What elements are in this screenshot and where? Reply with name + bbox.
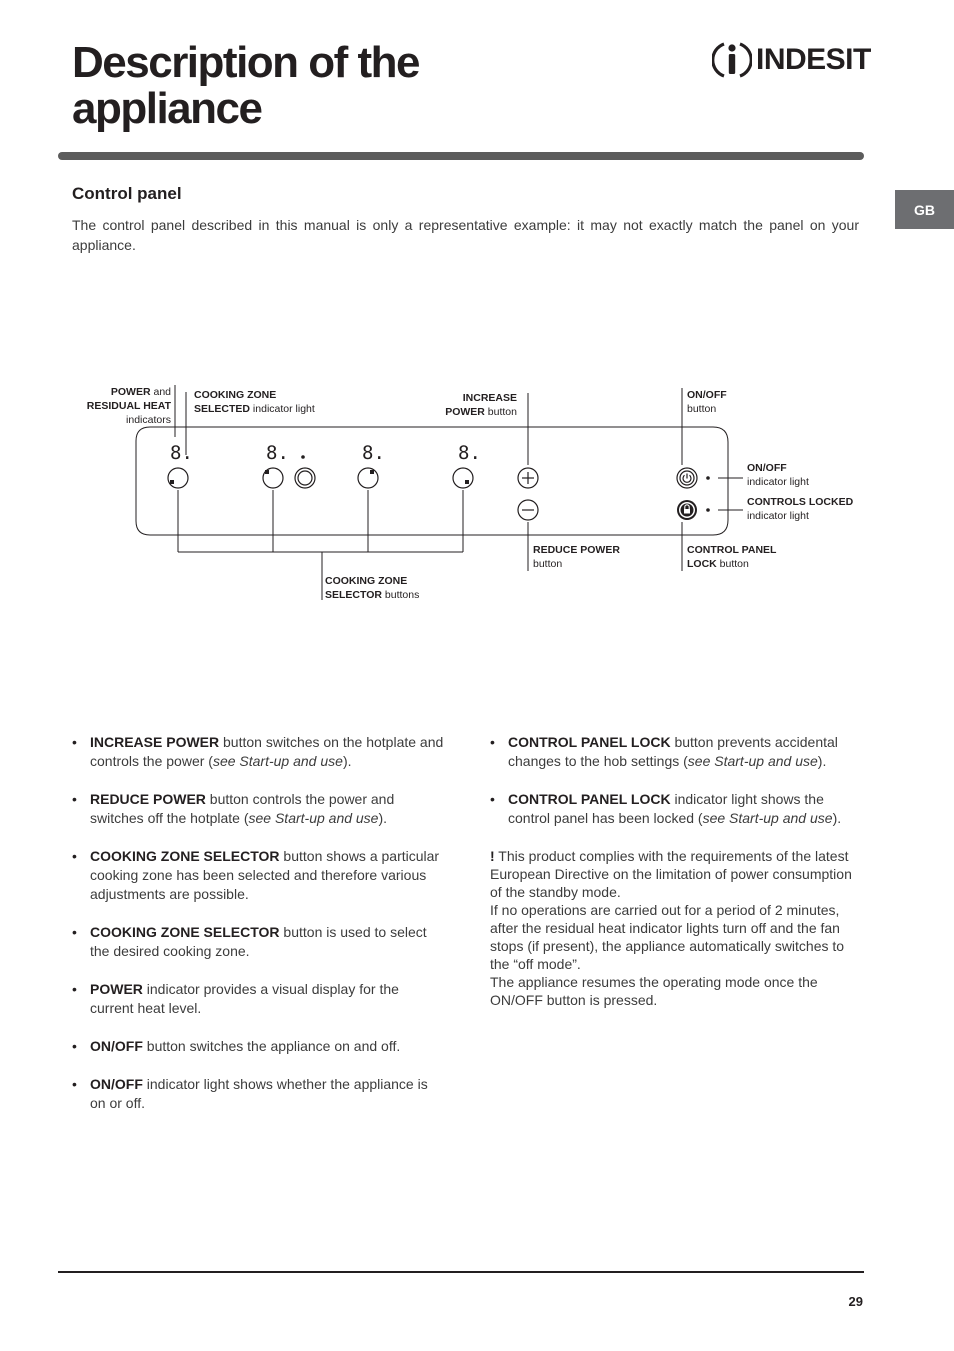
item-text: indicator light shows the control panel has been locked ( [508, 791, 824, 826]
item-reference: see Start-up and use [702, 810, 833, 826]
label-control-panel-lock: CONTROL PANEL LOCK button [687, 544, 777, 570]
left-column [72, 733, 445, 1132]
list-item [72, 733, 445, 771]
item-term: REDUCE POWER [90, 791, 206, 807]
zone-position-marker-1 [170, 480, 174, 484]
zone-selector-button-3[interactable] [358, 468, 378, 488]
item-term: ON/OFF [90, 1038, 143, 1054]
notice-mark: ! [490, 848, 495, 864]
item-term: CONTROL PANEL LOCK [508, 734, 671, 750]
list-item [490, 790, 863, 828]
zone-selector-button-1[interactable] [168, 468, 188, 488]
label-onoff-indicator: ON/OFF indicator light [747, 462, 809, 488]
label-zone-selector: COOKING ZONE SELECTOR buttons [325, 575, 420, 601]
label-power-indicators: POWER and RESIDUAL HEAT indicators [86, 386, 171, 426]
item-text: button shows a particular cooking zone has been selected and therefore various adjustments are possible. [90, 848, 440, 902]
item-text: indicator light shows whether the appliance is on or off. [90, 1076, 428, 1111]
zone-position-marker-2 [265, 470, 269, 474]
list-item [72, 1075, 445, 1113]
label-onoff-button: ON/OFF button [687, 389, 727, 415]
language-tab: GB [895, 190, 954, 229]
zone-selector-button-4[interactable] [453, 468, 473, 488]
zone-position-marker-3 [370, 470, 374, 474]
control-panel-diagram [0, 0, 954, 620]
left-feature-list [72, 733, 445, 1113]
onoff-indicator-light [706, 476, 710, 480]
item-term: COOKING ZONE SELECTOR [90, 924, 280, 940]
item-term: CONTROL PANEL LOCK [508, 791, 671, 807]
page-number: 29 [848, 1294, 863, 1309]
item-term: ON/OFF [90, 1076, 143, 1092]
list-item [490, 733, 863, 771]
list-item [72, 790, 445, 828]
notice-para-1: This product complies with the requirements of the latest European Directive on the limitation of power consumption of the standby mode. [490, 848, 852, 900]
item-end: ). [832, 810, 842, 826]
standby-notice [490, 847, 863, 1009]
item-end: ). [378, 810, 388, 826]
zone-display-2: 8. [266, 442, 289, 464]
item-term: INCREASE POWER [90, 734, 220, 750]
item-term: POWER [90, 981, 143, 997]
label-increase-power: INCREASE POWER button [445, 392, 517, 418]
list-item [72, 980, 445, 1018]
label-zone-selected: COOKING ZONE SELECTED indicator light [194, 389, 315, 415]
right-column [490, 733, 863, 1009]
item-text: button is used to select the desired cooking zone. [90, 924, 427, 959]
section-heading: Control panel [72, 184, 182, 203]
item-term: COOKING ZONE SELECTOR [90, 848, 280, 864]
list-item [72, 1037, 445, 1056]
right-feature-list [490, 733, 863, 828]
zone-display-3: 8. [362, 442, 385, 464]
zone-display-4: 8. [458, 442, 481, 464]
item-text: button prevents accidental changes to the hob settings ( [508, 734, 838, 769]
dual-zone-dot [301, 455, 305, 459]
list-item [72, 923, 445, 961]
title-line-2: appliance [72, 84, 262, 133]
zone-position-marker-4 [465, 480, 469, 484]
label-reduce-power: REDUCE POWER button [533, 544, 620, 570]
label-controls-locked: CONTROLS LOCKED indicator light [747, 496, 854, 522]
item-text: button switches the appliance on and off. [142, 1038, 401, 1054]
item-end: ). [342, 753, 352, 769]
title-line-1: Description of the [72, 38, 420, 87]
item-reference: see Start-up and use [687, 753, 818, 769]
item-end: ). [817, 753, 827, 769]
brand-name: INDESIT [756, 43, 871, 76]
zone-display-1: 8. [170, 442, 193, 464]
item-text: button switches on the hotplate and controls the power ( [90, 734, 444, 769]
notice-para-2: If no operations are carried out for a period of 2 minutes, after the residual heat indicator lights turn off and the fan stops (if present), the appliance automatically switches to the “off mode”. [490, 902, 845, 972]
panel-outline [136, 427, 728, 535]
footer-divider [58, 1271, 864, 1273]
controls-locked-indicator-light [706, 508, 710, 512]
item-text: button controls the power and switches off the hotplate ( [90, 791, 395, 826]
notice-para-3: The appliance resumes the operating mode once the ON/OFF button is pressed. [490, 974, 818, 1008]
intro-paragraph: The control panel described in this manual is only a representative example: it may not exactly match the panel on your appliance. [72, 217, 859, 253]
list-item [72, 847, 445, 904]
item-reference: see Start-up and use [248, 810, 379, 826]
item-reference: see Start-up and use [212, 753, 343, 769]
item-text: indicator provides a visual display for the current heat level. [90, 981, 399, 1016]
